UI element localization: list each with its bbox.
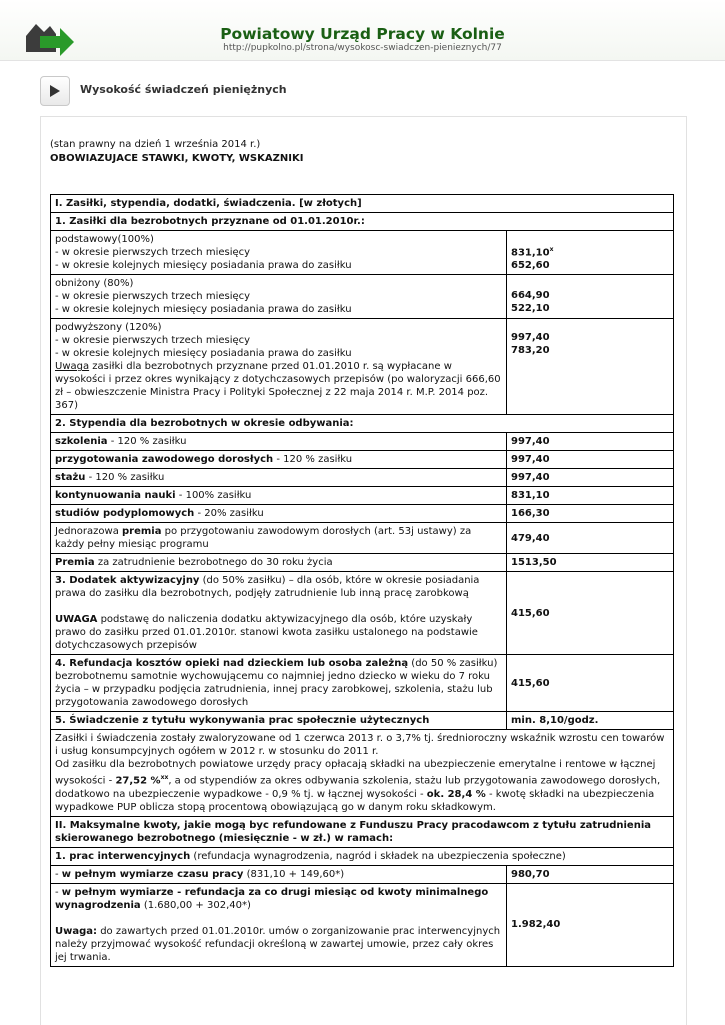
text: za zatrudnienie bezrobotnego do 30 roku życia bbox=[94, 557, 333, 569]
text-bold: 27,52 % bbox=[115, 775, 161, 787]
table-cell bbox=[51, 275, 507, 319]
text: podstawę do naliczenia dodatku aktywizacyjnego dla osób, które uzyskały prawo do zasiłku przed 01.01.2010r. stanowi kwota zasiłku ustalonego na podstawie dotychczasowych przepisów bbox=[55, 614, 478, 652]
page-arrow-button[interactable] bbox=[40, 76, 70, 106]
page-title: Wysokość świadczeń pieniężnych bbox=[80, 83, 287, 96]
row-line: - w okresie kolejnych miesięcy posiadania prawa do zasiłku bbox=[55, 260, 352, 272]
table-row-premium bbox=[51, 523, 674, 554]
table-cell bbox=[51, 451, 507, 469]
row-line: - w okresie pierwszych trzech miesięcy bbox=[55, 291, 251, 303]
text-bold: 3. Dodatek aktywizacyjny bbox=[55, 575, 200, 587]
stipend-rate: - 120 % zasiłku bbox=[107, 436, 187, 448]
table-row-stipend bbox=[51, 487, 674, 505]
page-subtitle: OBOWIAZUJACE STAWKI, KWOTY, WSKAZNIKI bbox=[50, 153, 304, 164]
table-cell bbox=[51, 883, 507, 966]
value-cell: 980,70 bbox=[507, 865, 674, 883]
table-row-stipend bbox=[51, 469, 674, 487]
table-row-activation-bonus bbox=[51, 572, 674, 655]
table-row bbox=[51, 816, 674, 847]
row-label: podstawowy(100%) bbox=[55, 234, 154, 246]
value-cell: 1513,50 bbox=[507, 554, 674, 572]
table-row-basic-allowance bbox=[51, 231, 674, 275]
site-header bbox=[0, 0, 725, 61]
text-bold: Uwaga: bbox=[55, 925, 98, 937]
text: (refundacja wynagrodzenia, nagród i składek na ubezpieczenia społeczne) bbox=[190, 850, 566, 862]
stipend-label: szkolenia bbox=[55, 436, 108, 448]
site-url[interactable]: http://pupkolno.pl/strona/wysokosc-swiadczen-pienieznych/77 bbox=[223, 43, 502, 53]
table-row bbox=[51, 847, 674, 865]
value-cell: 831,10 bbox=[507, 487, 674, 505]
rates-table bbox=[50, 194, 674, 967]
text: Od zasiłku dla bezrobotnych powiatowe urzędy pracy opłacają składki na ubezpieczenie emerytalne i rentowe w łącznej wysokości - bbox=[55, 759, 656, 787]
value-cell: 415,60 bbox=[507, 572, 674, 655]
table-row-valorization-note bbox=[51, 730, 674, 816]
table-cell bbox=[51, 433, 507, 451]
text-bold: premia bbox=[122, 526, 162, 538]
value-cell bbox=[507, 231, 674, 275]
text: (do 50% zasiłku) – dla osób, które w okresie posiadania prawa do zasiłku dla bezrobotnych, podjęły zatrudnienie lub inną pracę zarobkową bbox=[55, 575, 480, 600]
table-row-stipend bbox=[51, 505, 674, 523]
table-row-stipend bbox=[51, 451, 674, 469]
text-bold: 4. Refundacja kosztów opieki nad dzieckiem lub osoba zależną bbox=[55, 658, 409, 670]
text: (1.680,00 + 302,40*) bbox=[140, 899, 251, 911]
table-row-reduced-allowance bbox=[51, 275, 674, 319]
stipend-rate: - 20% zasiłku bbox=[194, 508, 264, 520]
table-cell bbox=[51, 655, 507, 712]
table-cell bbox=[51, 505, 507, 523]
text-bold: UWAGA bbox=[55, 614, 98, 626]
text: (do 50 % zasiłku) bezrobotnemu samotnie wychowującemu co najmniej jedno dziecko w wieku do 7 roku życia – w przypadku podjęcia zatrudnienia, innej pracy zarobkowej, szkolenia, stażu lub przygotowania zawodowego dorosłych bbox=[55, 658, 498, 709]
arrow-right-icon bbox=[49, 84, 61, 98]
value-cell: 166,30 bbox=[507, 505, 674, 523]
note-text: zasiłki dla bezrobotnych przyznane przed 01.01.2010 r. są wypłacane w wysokości i przez okres wynikający z dotychczasowych przepisów (po waloryzacji 666,60 zł – obwieszczenie Ministra Pracy i Polityki Społecznej z 22 maja 2014 r. M.P. 2014 poz. 367) bbox=[55, 361, 501, 412]
table-cell bbox=[51, 319, 507, 415]
row-line: - w okresie kolejnych miesięcy posiadania prawa do zasiłku bbox=[55, 304, 352, 316]
table-cell bbox=[51, 487, 507, 505]
text: Jednorazowa bbox=[55, 526, 122, 538]
value-cell: 415,60 bbox=[507, 655, 674, 712]
table-row-fulltime bbox=[51, 865, 674, 883]
footnote-mark: x bbox=[549, 246, 554, 253]
stipend-rate: - 120 % zasiłku bbox=[273, 454, 353, 466]
value: 831,10 bbox=[511, 247, 550, 259]
text: - bbox=[55, 868, 62, 880]
footnote-mark: xx bbox=[160, 774, 169, 782]
text: Zasiłki i świadczenia zostały zwaloryzowane od 1 czerwca 2013 r. o 3,7% tj. średnioroczny wskaźnik wzrostu cen towarów i usług konsumpcyjnych ogółem w 2012 r. w stosunku do 2011 r. bbox=[55, 733, 665, 758]
value: 783,20 bbox=[511, 345, 550, 357]
stipend-label: studiów podyplomowych bbox=[55, 508, 195, 520]
text: - bbox=[55, 886, 62, 898]
table-cell bbox=[51, 572, 507, 655]
note-label: Uwaga bbox=[55, 361, 90, 373]
table-cell: 5. Świadczenie z tytułu wykonywania prac społecznie użytecznych bbox=[51, 712, 507, 730]
row-line: - w okresie kolejnych miesięcy posiadania prawa do zasiłku bbox=[55, 348, 352, 360]
table-cell bbox=[51, 865, 507, 883]
value: 522,10 bbox=[511, 302, 550, 314]
text-bold: 1. prac interwencyjnych bbox=[55, 850, 191, 862]
table-row-childcare-refund bbox=[51, 655, 674, 712]
intro bbox=[50, 138, 303, 166]
value: 664,90 bbox=[511, 289, 550, 301]
value-cell: 1.982,40 bbox=[507, 883, 674, 966]
section-2-header: II. Maksymalne kwoty, jakie mogą byc refundowane z Funduszu Pracy pracodawcom z tytułu zatrudnienia skierowanego bezrobotnego (miesięcznie - w zł.) w ramach: bbox=[51, 816, 674, 847]
value: 997,40 bbox=[511, 332, 550, 344]
stipend-rate: - 100% zasiłku bbox=[175, 490, 252, 502]
text: do zawartych przed 01.01.2010r. umów o zorganizowanie prac interwencyjnych należy przyjmować wysokość refundacji określoną w zawartej umowie, przez cały okres jej trwania. bbox=[55, 925, 501, 963]
stipend-rate: - 120 % zasiłku bbox=[85, 472, 165, 484]
stipend-label: kontynuowania nauki bbox=[55, 490, 176, 502]
table-cell bbox=[51, 469, 507, 487]
table-cell bbox=[51, 554, 507, 572]
text: po przygotowaniu zawodowym dorosłych (art. 53j ustawy) za każdy pełny miesiąc programu bbox=[55, 526, 472, 551]
table-row-premium bbox=[51, 554, 674, 572]
stipend-label: przygotowania zawodowego dorosłych bbox=[55, 454, 274, 466]
table-row bbox=[51, 195, 674, 213]
text: (831,10 + 149,60*) bbox=[243, 868, 345, 880]
table-cell bbox=[51, 231, 507, 275]
legal-state: (stan prawny na dzień 1 września 2014 r.) bbox=[50, 139, 261, 150]
section-1-header: I. Zasiłki, stypendia, dodatki, świadczenia. [w złotych] bbox=[51, 195, 674, 213]
subsection-1-1-header: 1. Zasiłki dla bezrobotnych przyznane od 01.01.2010r.: bbox=[51, 213, 674, 231]
row-label: podwyższony (120%) bbox=[55, 322, 162, 334]
text-bold: w pełnym wymiarze - refundacja za co drugi miesiąc od kwoty minimalnego wynagrodzenia bbox=[55, 886, 489, 911]
value: 652,60 bbox=[511, 260, 550, 272]
value-cell: min. 8,10/godz. bbox=[507, 712, 674, 730]
table-row-raised-allowance bbox=[51, 319, 674, 415]
subsection-2-1-header bbox=[51, 847, 674, 865]
value-cell bbox=[507, 319, 674, 415]
text-bold: Premia bbox=[55, 557, 95, 569]
row-label: obniżony (80%) bbox=[55, 278, 134, 290]
text: , a od stypendiów za okres odbywania szkolenia, stażu lub przygotowania zawodowego dorosłych, dodatkowo na ubezpieczenie wypadkowe - 0,9 % tj. w łącznej wysokości - bbox=[55, 775, 661, 800]
table-row bbox=[51, 415, 674, 433]
value-cell: 479,40 bbox=[507, 523, 674, 554]
table-row-stipend bbox=[51, 433, 674, 451]
table-cell bbox=[51, 523, 507, 554]
site-title: Powiatowy Urząd Pracy w Kolnie bbox=[220, 25, 505, 43]
stipend-label: stażu bbox=[55, 472, 86, 484]
value-cell: 997,40 bbox=[507, 433, 674, 451]
row-line: - w okresie pierwszych trzech miesięcy bbox=[55, 247, 251, 259]
row-line: - w okresie pierwszych trzech miesięcy bbox=[55, 335, 251, 347]
value-cell: 997,40 bbox=[507, 451, 674, 469]
value-cell: 997,40 bbox=[507, 469, 674, 487]
value-cell bbox=[507, 275, 674, 319]
table-row-fulltime-minimum-wage bbox=[51, 883, 674, 966]
text-bold: ok. 28,4 % bbox=[426, 788, 486, 800]
subsection-1-2-header: 2. Stypendia dla bezrobotnych w okresie odbywania: bbox=[51, 415, 674, 433]
table-row bbox=[51, 213, 674, 231]
text-bold: w pełnym wymiarze czasu pracy bbox=[61, 868, 244, 880]
table-cell bbox=[51, 730, 674, 816]
table-row-public-works bbox=[51, 712, 674, 730]
text: - kwotę składki na ubezpieczenia wypadkowe PUP oblicza stopą procentową obowiązującą go w danym roku składkowym. bbox=[55, 788, 655, 813]
